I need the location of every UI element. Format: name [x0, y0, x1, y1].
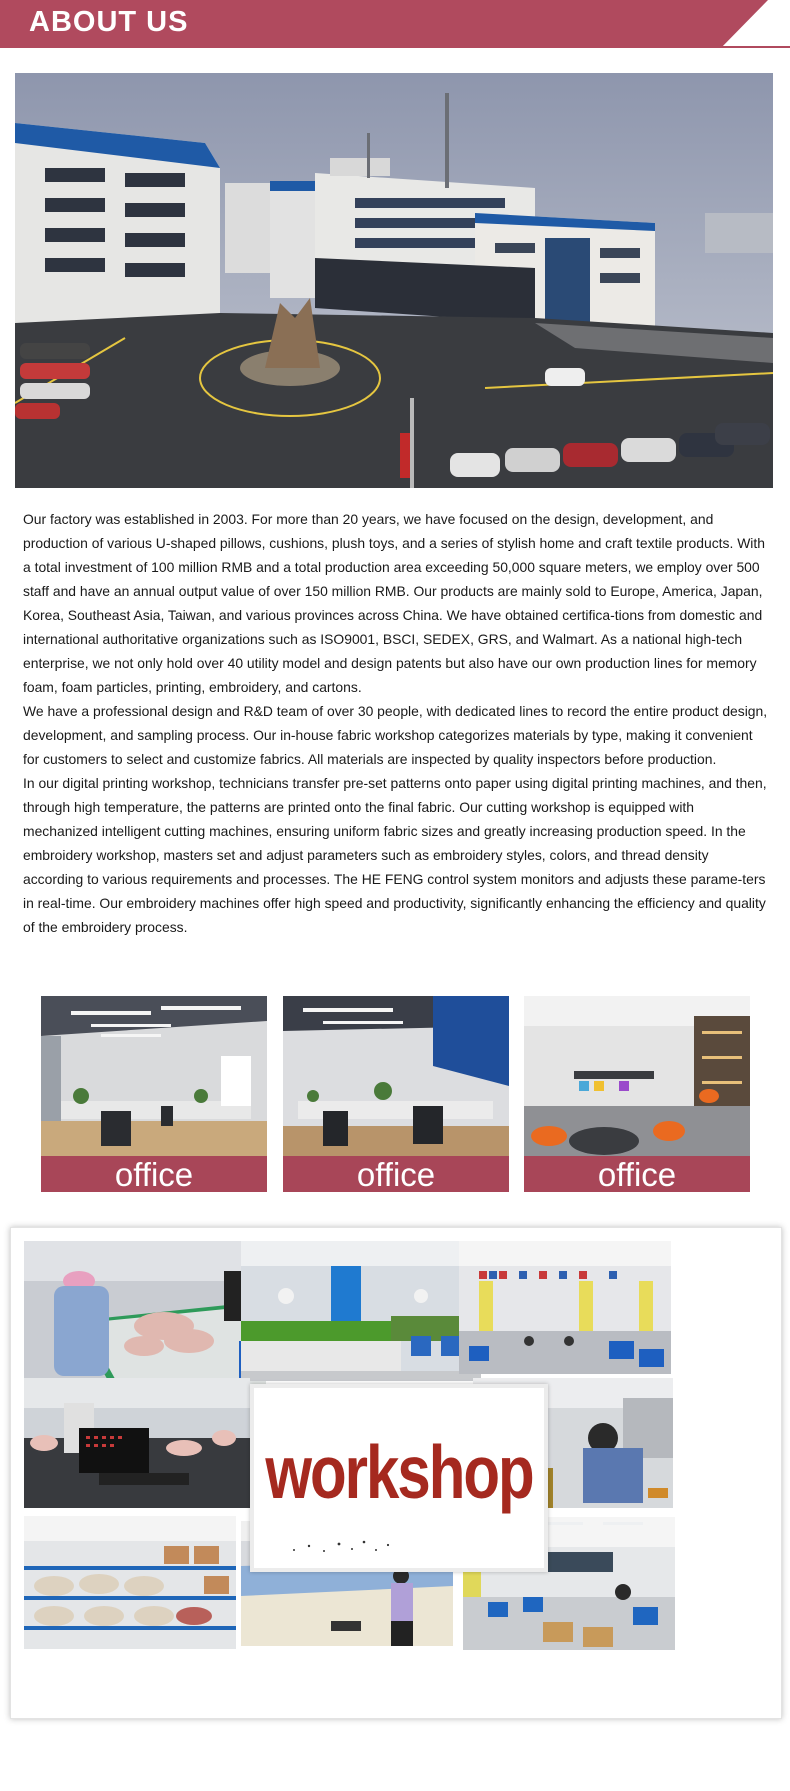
decorative-dots [284, 1536, 404, 1556]
page-title: ABOUT US [29, 6, 189, 38]
office-photo [41, 996, 267, 1156]
office-label: office [283, 1156, 509, 1192]
office-label: office [41, 1156, 267, 1192]
workshop-label: workshop [265, 1430, 533, 1515]
office-card [41, 996, 267, 1192]
about-paragraph: We have a professional design and R&D team of over 30 people, with dedicated lines to record the entire product design, development, and sampling process. Our in-house fabric workshop categorizes materials by type, making it convenient for customers to select and customize fabrics. All materials are inspected by quality inspectors before production. [23, 703, 768, 767]
about-paragraph: Our factory was established in 2003. For more than 20 years, we have focused on the design, development, and production of various U-shaped pillows, cushions, plush toys, and a series of stylish home and craft textile products. With a total investment of 100 million RMB and a total production area exceeding 50,000 square meters, we employ over 500 staff and have an annual output value of over 150 million RMB. Our products are mainly sold to Europe, America, Japan, Korea, Southeast Asia, Taiwan, and various provinces across China. We have obtained certifica-tions from domestic and international authoritative organizations such as ISO9001, BSCI, SEDEX, GRS, and Walmart. As a national high-tech enterprise, we not only hold over 40 utility model and design patents but also have our own production lines for memory foam, foam particles, printing, embroidery, and cartons. [23, 511, 765, 695]
workshop-photo [24, 1378, 250, 1508]
workshop-label-panel [250, 1384, 548, 1572]
office-photo [524, 996, 750, 1156]
workshop-photo [24, 1241, 266, 1391]
about-text [23, 507, 769, 939]
page-header [0, 0, 790, 48]
office-photo [283, 996, 509, 1156]
workshop-photo [241, 1241, 481, 1381]
header-underline [0, 46, 790, 48]
workshop-photo [24, 1516, 236, 1649]
workshop-photo [459, 1241, 671, 1374]
office-card [524, 996, 750, 1192]
workshop-collage [10, 1227, 782, 1719]
office-label: office [524, 1156, 750, 1192]
about-paragraph: In our digital printing workshop, technicians transfer pre-set patterns onto paper using digital printing machines, and then, through high temperature, the patterns are printed onto the final fabric. Our cutting workshop is equipped with mechanized intelligent cutting machines, ensuring uniform fabric sizes and greatly increasing production speed. In the embroidery workshop, masters set and adjust parameters such as embroidery styles, colors, and thread density according to various requirements and processes. The HE FENG control system monitors and adjusts these parame-ters in real-time. Our embroidery machines offer high speed and productivity, significantly enhancing the efficiency and quality of the embroidery process. [23, 775, 767, 935]
factory-photo [15, 73, 773, 488]
office-card [283, 996, 509, 1192]
